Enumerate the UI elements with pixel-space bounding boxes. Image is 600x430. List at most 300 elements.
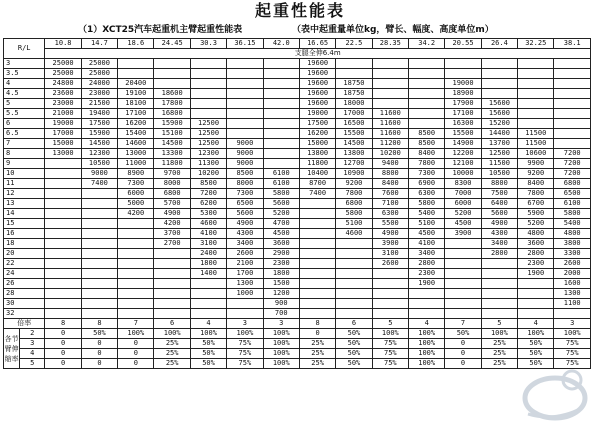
capacity-cell: 19100 [118, 89, 154, 99]
capacity-cell [118, 259, 154, 269]
table-row [4, 149, 591, 159]
radius-cell: 12 [4, 189, 45, 199]
ratio-cell: 4 [518, 319, 554, 329]
capacity-cell: 13800 [336, 149, 372, 159]
capacity-cell: 1600 [554, 279, 591, 289]
telescope-cell: 0 [118, 349, 154, 359]
capacity-cell [81, 299, 117, 309]
capacity-cell: 11800 [299, 159, 335, 169]
capacity-cell: 3600 [518, 239, 554, 249]
capacity-cell: 8800 [372, 169, 408, 179]
capacity-cell: 11200 [372, 139, 408, 149]
capacity-cell: 5100 [336, 219, 372, 229]
capacity-cell: 9000 [81, 169, 117, 179]
capacity-cell [299, 259, 335, 269]
telescope-cell: 100% [409, 359, 445, 369]
capacity-cell [518, 79, 554, 89]
capacity-cell: 5800 [554, 209, 591, 219]
table-row [4, 69, 591, 79]
capacity-cell: 9900 [518, 159, 554, 169]
capacity-cell [299, 239, 335, 249]
table-row [4, 119, 591, 129]
telescope-cell: 50% [190, 359, 226, 369]
capacity-cell [518, 299, 554, 309]
capacity-cell [45, 219, 81, 229]
capacity-cell: 6300 [372, 209, 408, 219]
capacity-cell [45, 269, 81, 279]
section-number: 5 [20, 359, 45, 369]
capacity-cell [154, 299, 190, 309]
capacity-cell: 7800 [518, 189, 554, 199]
boom-length-header: 34.2 [409, 39, 445, 49]
capacity-cell [227, 109, 263, 119]
boom-length-header: 32.25 [518, 39, 554, 49]
capacity-cell [372, 59, 408, 69]
capacity-cell: 4100 [409, 239, 445, 249]
capacity-cell [554, 119, 591, 129]
capacity-cell [118, 249, 154, 259]
ratio-cell: 7 [445, 319, 481, 329]
table-row [4, 99, 591, 109]
capacity-cell [263, 159, 299, 169]
capacity-cell: 6100 [263, 169, 299, 179]
ratio-cell: 3 [227, 319, 263, 329]
capacity-cell [45, 299, 81, 309]
telescope-cell: 100% [409, 349, 445, 359]
capacity-cell: 17900 [445, 99, 481, 109]
capacity-cell [445, 69, 481, 79]
capacity-cell [227, 69, 263, 79]
capacity-cell [45, 239, 81, 249]
capacity-cell: 25000 [81, 59, 117, 69]
capacity-cell [409, 59, 445, 69]
capacity-cell: 8500 [190, 179, 226, 189]
capacity-cell [372, 69, 408, 79]
capacity-cell [118, 269, 154, 279]
table-row [4, 309, 591, 319]
outrigger-span: 支腿全伸6.4m [45, 49, 591, 59]
capacity-cell [336, 59, 372, 69]
capacity-cell: 15900 [154, 119, 190, 129]
capacity-cell [81, 249, 117, 259]
capacity-cell: 3100 [190, 239, 226, 249]
telescope-cell: 25% [154, 339, 190, 349]
table-caption [0, 22, 600, 38]
capacity-cell [263, 59, 299, 69]
capacity-cell [518, 99, 554, 109]
capacity-cell [263, 119, 299, 129]
telescope-cell: 50% [518, 339, 554, 349]
telescope-cell: 50% [336, 349, 372, 359]
capacity-cell: 15900 [81, 129, 117, 139]
boom-length-header: 14.7 [81, 39, 117, 49]
telescope-cell: 0 [81, 359, 117, 369]
capacity-cell: 2600 [554, 259, 591, 269]
table-row [4, 59, 591, 69]
capacity-cell: 19400 [81, 109, 117, 119]
capacity-cell: 4200 [118, 209, 154, 219]
radius-cell: 6 [4, 119, 45, 129]
radius-cell: 3.5 [4, 69, 45, 79]
capacity-cell [409, 309, 445, 319]
capacity-cell [336, 279, 372, 289]
table-row [4, 179, 591, 189]
section-number: 2 [20, 329, 45, 339]
capacity-cell [263, 79, 299, 89]
capacity-cell [299, 199, 335, 209]
telescope-cell: 75% [554, 339, 591, 349]
capacity-cell [518, 119, 554, 129]
capacity-cell [445, 249, 481, 259]
capacity-cell: 18100 [118, 99, 154, 109]
capacity-cell: 700 [263, 309, 299, 319]
capacity-cell [45, 209, 81, 219]
capacity-cell: 12500 [190, 139, 226, 149]
capacity-cell: 8900 [118, 169, 154, 179]
telescope-cell: 0 [81, 339, 117, 349]
boom-length-header: 28.35 [372, 39, 408, 49]
telescope-cell: 100% [554, 329, 591, 339]
capacity-cell [227, 299, 263, 309]
telescope-cell: 25% [299, 349, 335, 359]
capacity-cell: 1100 [554, 299, 591, 309]
table-row [4, 169, 591, 179]
telescope-cell: 0 [445, 349, 481, 359]
telescope-cell: 75% [372, 359, 408, 369]
capacity-cell: 11600 [372, 129, 408, 139]
page-title: 起重性能表 [254, 1, 345, 20]
capacity-cell: 9000 [227, 159, 263, 169]
capacity-cell [263, 89, 299, 99]
capacity-cell: 7400 [299, 189, 335, 199]
capacity-cell [154, 69, 190, 79]
capacity-cell: 4500 [263, 229, 299, 239]
capacity-cell [190, 59, 226, 69]
capacity-cell [81, 269, 117, 279]
table-row [4, 289, 591, 299]
capacity-cell [372, 269, 408, 279]
capacity-cell [154, 279, 190, 289]
capacity-cell [118, 59, 154, 69]
capacity-cell: 7500 [481, 189, 517, 199]
ratio-cell: 8 [45, 319, 81, 329]
capacity-cell [409, 109, 445, 119]
telescope-cell: 50% [336, 329, 372, 339]
capacity-cell [409, 99, 445, 109]
capacity-cell: 5200 [445, 209, 481, 219]
capacity-cell [481, 89, 517, 99]
capacity-cell [227, 129, 263, 139]
capacity-cell: 2800 [481, 249, 517, 259]
capacity-cell: 17000 [45, 129, 81, 139]
capacity-cell: 10600 [518, 149, 554, 159]
capacity-cell [481, 299, 517, 309]
capacity-cell: 2800 [518, 249, 554, 259]
telescope-cell: 50% [336, 359, 372, 369]
capacity-cell: 12700 [336, 159, 372, 169]
capacity-cell: 4500 [409, 229, 445, 239]
radius-cell: 3 [4, 59, 45, 69]
capacity-cell: 6800 [554, 179, 591, 189]
capacity-cell: 15000 [45, 139, 81, 149]
telescope-cell: 50% [190, 339, 226, 349]
capacity-cell: 4800 [554, 229, 591, 239]
radius-cell: 4.5 [4, 89, 45, 99]
capacity-cell [299, 279, 335, 289]
capacity-cell [445, 269, 481, 279]
capacity-cell: 3100 [372, 249, 408, 259]
capacity-cell: 12500 [481, 149, 517, 159]
radius-cell: 13 [4, 199, 45, 209]
capacity-cell: 3900 [372, 239, 408, 249]
capacity-cell: 7100 [372, 199, 408, 209]
boom-length-header: 30.3 [190, 39, 226, 49]
radius-cell: 7 [4, 139, 45, 149]
capacity-cell: 8400 [409, 149, 445, 159]
table-row [4, 89, 591, 99]
capacity-cell: 13300 [154, 149, 190, 159]
boom-length-header: 36.15 [227, 39, 263, 49]
capacity-cell: 1300 [227, 279, 263, 289]
capacity-cell [554, 139, 591, 149]
telescope-cell: 75% [372, 349, 408, 359]
capacity-cell [45, 169, 81, 179]
telescope-cell: 100% [263, 329, 299, 339]
capacity-cell: 12500 [190, 129, 226, 139]
ratio-cell: 8 [81, 319, 117, 329]
capacity-cell: 19600 [299, 79, 335, 89]
table-row [4, 109, 591, 119]
capacity-cell [372, 279, 408, 289]
capacity-cell: 3900 [445, 229, 481, 239]
capacity-cell: 12100 [445, 159, 481, 169]
capacity-cell [481, 59, 517, 69]
capacity-cell [227, 59, 263, 69]
capacity-cell [336, 239, 372, 249]
capacity-cell: 6700 [518, 199, 554, 209]
capacity-cell: 8400 [518, 179, 554, 189]
capacity-cell: 19600 [299, 89, 335, 99]
capacity-cell: 7800 [336, 189, 372, 199]
capacity-cell: 11600 [372, 109, 408, 119]
capacity-cell: 6200 [190, 199, 226, 209]
capacity-cell [299, 209, 335, 219]
capacity-cell: 11500 [481, 159, 517, 169]
table-row [4, 259, 591, 269]
capacity-cell: 1000 [227, 289, 263, 299]
capacity-cell: 9400 [372, 159, 408, 169]
ratio-cell: 6 [336, 319, 372, 329]
capacity-cell [81, 209, 117, 219]
capacity-cell [227, 79, 263, 89]
radius-cell: 24 [4, 269, 45, 279]
capacity-cell [154, 269, 190, 279]
capacity-cell [372, 299, 408, 309]
capacity-cell: 2400 [190, 249, 226, 259]
capacity-cell [554, 109, 591, 119]
table-row [4, 229, 591, 239]
table-row [4, 199, 591, 209]
ratio-cell: 3 [263, 319, 299, 329]
capacity-cell: 11800 [154, 159, 190, 169]
capacity-cell: 10500 [481, 169, 517, 179]
capacity-cell [118, 279, 154, 289]
boom-length-header: 20.55 [445, 39, 481, 49]
capacity-cell [554, 79, 591, 89]
capacity-cell [445, 59, 481, 69]
capacity-cell: 9000 [227, 149, 263, 159]
capacity-cell: 15500 [445, 129, 481, 139]
capacity-cell: 4600 [336, 229, 372, 239]
capacity-cell: 21500 [81, 99, 117, 109]
outrigger-row [4, 49, 591, 59]
capacity-cell: 8500 [409, 129, 445, 139]
capacity-cell: 17000 [336, 109, 372, 119]
capacity-cell [481, 279, 517, 289]
capacity-cell: 5300 [190, 209, 226, 219]
section-number: 4 [20, 349, 45, 359]
capacity-cell: 4900 [372, 229, 408, 239]
capacity-cell [45, 159, 81, 169]
telescope-cell: 75% [554, 349, 591, 359]
capacity-cell [154, 259, 190, 269]
capacity-cell: 23000 [45, 99, 81, 109]
capacity-cell: 10200 [372, 149, 408, 159]
capacity-cell: 19600 [299, 99, 335, 109]
radius-cell: 15 [4, 219, 45, 229]
capacity-cell [154, 59, 190, 69]
capacity-cell: 15000 [299, 139, 335, 149]
telescope-cell: 0 [45, 359, 81, 369]
capacity-cell: 12500 [190, 119, 226, 129]
capacity-cell: 4800 [518, 229, 554, 239]
radius-cell: 9 [4, 159, 45, 169]
table-row [4, 139, 591, 149]
capacity-cell: 6000 [445, 199, 481, 209]
capacity-cell [445, 259, 481, 269]
capacity-cell [190, 289, 226, 299]
telescope-row [4, 329, 591, 339]
capacity-cell: 5600 [263, 199, 299, 209]
capacity-cell [118, 69, 154, 79]
capacity-cell: 7200 [190, 189, 226, 199]
ratio-cell: 5 [372, 319, 408, 329]
capacity-cell: 18750 [336, 79, 372, 89]
capacity-cell [190, 109, 226, 119]
capacity-cell [81, 199, 117, 209]
ratio-cell: 3 [554, 319, 591, 329]
capacity-cell: 6100 [263, 179, 299, 189]
capacity-cell [81, 289, 117, 299]
capacity-cell: 10500 [81, 159, 117, 169]
capacity-cell [372, 289, 408, 299]
capacity-cell: 3600 [263, 239, 299, 249]
capacity-cell: 6500 [554, 189, 591, 199]
capacity-cell: 2800 [409, 259, 445, 269]
capacity-cell: 6800 [336, 199, 372, 209]
capacity-cell [481, 269, 517, 279]
capacity-cell: 7800 [409, 159, 445, 169]
capacity-cell: 3800 [554, 239, 591, 249]
capacity-cell: 14500 [81, 139, 117, 149]
capacity-cell [45, 259, 81, 269]
capacity-cell: 3400 [227, 239, 263, 249]
radius-cell: 22 [4, 259, 45, 269]
capacity-cell: 18000 [336, 99, 372, 109]
capacity-cell: 8400 [372, 179, 408, 189]
radius-cell: 28 [4, 289, 45, 299]
capacity-cell: 17800 [154, 99, 190, 109]
capacity-cell: 13800 [299, 149, 335, 159]
capacity-cell: 5100 [409, 219, 445, 229]
capacity-cell: 5800 [263, 189, 299, 199]
radius-cell: 8 [4, 149, 45, 159]
boom-length-header: 18.6 [118, 39, 154, 49]
capacity-cell: 1800 [263, 269, 299, 279]
capacity-cell [299, 269, 335, 279]
capacity-cell: 12300 [81, 149, 117, 159]
capacity-cell [554, 129, 591, 139]
telescope-cell: 75% [227, 359, 263, 369]
radius-cell: 4 [4, 79, 45, 89]
capacity-cell [118, 309, 154, 319]
capacity-cell: 12300 [190, 149, 226, 159]
capacity-cell [518, 89, 554, 99]
capacity-cell: 7600 [372, 189, 408, 199]
capacity-cell: 7300 [409, 169, 445, 179]
capacity-cell: 15200 [481, 119, 517, 129]
capacity-cell: 6000 [118, 189, 154, 199]
capacity-cell [45, 179, 81, 189]
capacity-cell: 14400 [481, 129, 517, 139]
telescope-label: 各节臂伸缩率 [4, 329, 20, 369]
capacity-cell: 15100 [154, 129, 190, 139]
capacity-cell [336, 309, 372, 319]
capacity-cell: 14600 [118, 139, 154, 149]
capacity-cell: 13000 [45, 149, 81, 159]
capacity-cell: 25000 [45, 59, 81, 69]
table-row [4, 239, 591, 249]
telescope-cell: 100% [190, 329, 226, 339]
capacity-cell: 1300 [554, 289, 591, 299]
table-row [4, 79, 591, 89]
capacity-cell [409, 89, 445, 99]
capacity-cell: 6400 [481, 199, 517, 209]
telescope-cell: 75% [372, 339, 408, 349]
capacity-cell: 9200 [336, 179, 372, 189]
capacity-cell: 14500 [336, 139, 372, 149]
telescope-cell: 25% [481, 359, 517, 369]
telescope-cell: 0 [445, 359, 481, 369]
capacity-cell [372, 309, 408, 319]
capacity-cell: 23000 [81, 89, 117, 99]
capacity-cell: 9200 [518, 169, 554, 179]
capacity-cell [372, 99, 408, 109]
capacity-cell: 17100 [118, 109, 154, 119]
ratio-cell: 5 [481, 319, 517, 329]
capacity-cell: 1800 [190, 259, 226, 269]
telescope-cell: 100% [372, 329, 408, 339]
capacity-cell: 3300 [554, 249, 591, 259]
capacity-cell [554, 89, 591, 99]
table-row [4, 159, 591, 169]
capacity-cell: 1200 [263, 289, 299, 299]
capacity-cell [190, 299, 226, 309]
capacity-cell [263, 129, 299, 139]
radius-cell: 5 [4, 99, 45, 109]
capacity-cell: 2300 [518, 259, 554, 269]
capacity-cell: 1900 [409, 279, 445, 289]
